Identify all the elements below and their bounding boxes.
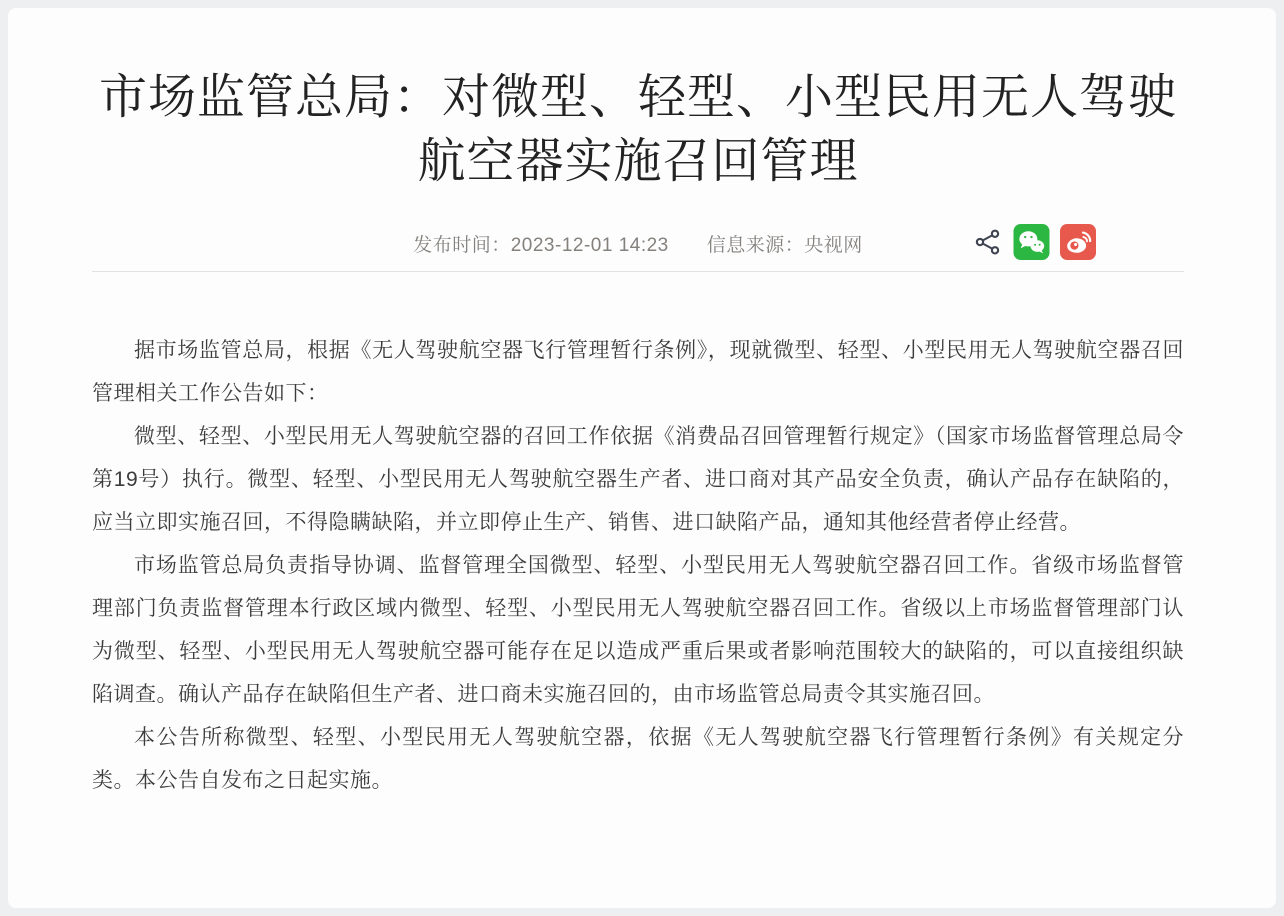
article-card	[8, 8, 1276, 908]
source-label: 信息来源：	[706, 235, 805, 256]
share-buttons	[972, 222, 1096, 262]
weibo-icon[interactable]	[1059, 224, 1096, 260]
meta-row	[92, 222, 1184, 262]
paragraph-3: 市场监管总局负责指导协调、监督管理全国微型、轻型、小型民用无人驾驶航空器召回工作。省级市场监督管理部门负责监督管理本行政区域内微型、轻型、小型民用无人驾驶航空器召回工作。省级以上市场监督管理部门认为微型、轻型、小型民用无人驾驶航空器可能存在足以造成严重后果或者影响范围较大的缺陷的，可以直接组织缺陷调查。确认产品存在缺陷但生产者、进口商未实施召回的，由市场监管总局责令其实施召回。	[92, 554, 1184, 706]
divider	[92, 271, 1184, 272]
article-body	[92, 329, 1184, 802]
paragraph-2: 微型、轻型、小型民用无人驾驶航空器的召回工作依据《消费品召回管理暂行规定》（国家市场监督管理总局令第19号）执行。微型、轻型、小型民用无人驾驶航空器生产者、进口商对其产品安全负责，确认产品存在缺陷的，应当立即实施召回，不得隐瞒缺陷，并立即停止生产、销售、进口缺陷产品，通知其他经营者停止经营。	[92, 425, 1184, 534]
article-title: 市场监管总局：对微型、轻型、小型民用无人驾驶航空器实施召回管理	[98, 71, 1177, 188]
share-nodes-icon[interactable]	[972, 226, 1004, 258]
publish-time-value: 2023-12-01 14:23	[510, 235, 669, 256]
paragraph-1: 据市场监管总局，根据《无人驾驶航空器飞行管理暂行条例》，现就微型、轻型、小型民用无人驾驶航空器召回管理相关工作公告如下：	[92, 339, 1184, 405]
publish-time-label: 发布时间：	[413, 235, 511, 256]
wechat-icon[interactable]	[1013, 224, 1050, 260]
source-value: 央视网	[804, 235, 863, 256]
paragraph-4: 本公告所称微型、轻型、小型民用无人驾驶航空器，依据《无人驾驶航空器飞行管理暂行条例》有关规定分类。本公告自发布之日起实施。	[92, 726, 1184, 792]
